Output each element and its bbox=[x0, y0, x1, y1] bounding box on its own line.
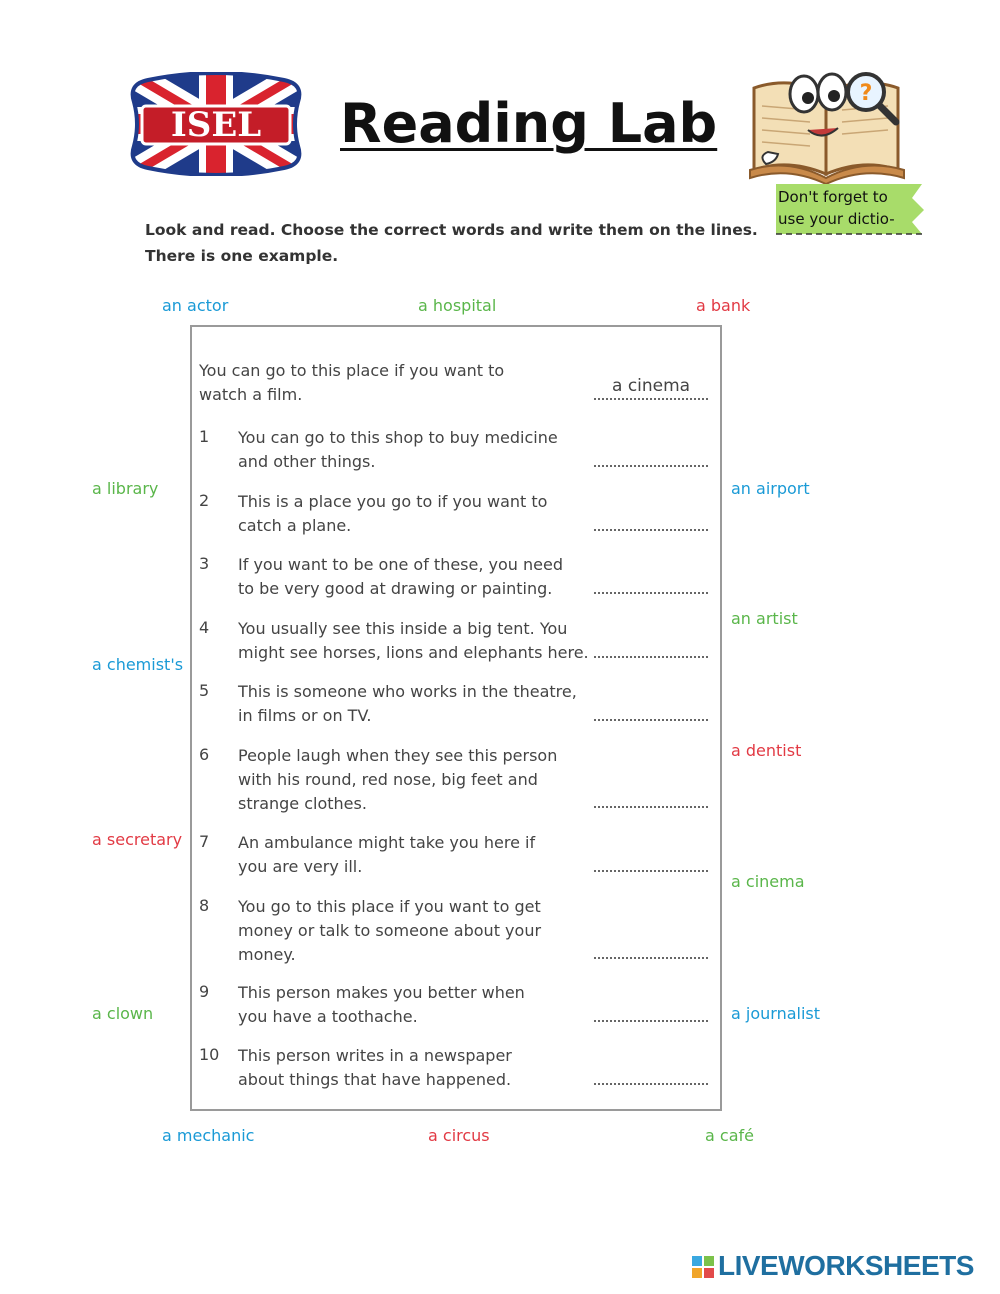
instructions-line-2: There is one example. bbox=[145, 247, 339, 265]
answer-line-7[interactable] bbox=[594, 870, 708, 872]
svg-text:?: ? bbox=[859, 81, 873, 106]
question-text bbox=[238, 553, 563, 601]
question-line: This person makes you better when bbox=[238, 983, 525, 1002]
question-line: you have a toothache. bbox=[238, 1007, 418, 1026]
word-option: a dentist bbox=[731, 741, 802, 760]
question-number: 6 bbox=[199, 745, 210, 764]
question-line: with his round, red nose, big feet and bbox=[238, 770, 538, 789]
word-option: a library bbox=[92, 479, 159, 498]
question-line: money or talk to someone about your bbox=[238, 921, 542, 940]
answer-line-1[interactable] bbox=[594, 465, 708, 467]
question-line: about things that have happened. bbox=[238, 1070, 512, 1089]
word-option: a cinema bbox=[731, 872, 805, 891]
question-line: This is a place you go to if you want to bbox=[238, 492, 548, 511]
question-text bbox=[238, 617, 589, 665]
answer-line-6[interactable] bbox=[594, 806, 708, 808]
answer-line-5[interactable] bbox=[594, 719, 708, 721]
question-number: 7 bbox=[199, 832, 210, 851]
reminder-text bbox=[778, 186, 928, 230]
example-answer: a cinema bbox=[612, 376, 691, 396]
answer-line-2[interactable] bbox=[594, 529, 708, 531]
question-text bbox=[238, 490, 547, 538]
isel-logo bbox=[128, 72, 304, 176]
question-line: to be very good at drawing or painting. bbox=[238, 579, 553, 598]
word-option: a clown bbox=[92, 1004, 154, 1023]
question-line: If you want to be one of these, you need bbox=[238, 555, 563, 574]
question-number: 2 bbox=[199, 491, 210, 510]
word-option: a mechanic bbox=[162, 1126, 255, 1145]
example-line: watch a film. bbox=[199, 385, 303, 404]
question-line: You can go to this shop to buy medicine bbox=[238, 428, 558, 447]
example-text bbox=[199, 359, 504, 407]
question-text bbox=[238, 680, 577, 728]
word-option: a bank bbox=[696, 296, 751, 315]
reminder-line-2: use your dictio- bbox=[778, 210, 895, 228]
liveworksheets-icon bbox=[692, 1256, 714, 1278]
answer-line-9[interactable] bbox=[594, 1020, 708, 1022]
question-number: 9 bbox=[199, 982, 210, 1001]
question-line: in films or on TV. bbox=[238, 706, 372, 725]
question-line: catch a plane. bbox=[238, 516, 352, 535]
page-title: Reading Lab bbox=[340, 92, 718, 155]
question-number: 8 bbox=[199, 896, 210, 915]
question-number: 4 bbox=[199, 618, 210, 637]
question-text bbox=[238, 895, 541, 967]
instructions-line-1: Look and read. Choose the correct words and write them on the lines. bbox=[145, 221, 758, 239]
question-number: 1 bbox=[199, 427, 210, 446]
question-text bbox=[238, 1044, 512, 1092]
question-line: You usually see this inside a big tent. You bbox=[238, 619, 568, 638]
example-line: You can go to this place if you want to bbox=[199, 361, 505, 380]
question-line: strange clothes. bbox=[238, 794, 367, 813]
question-number: 3 bbox=[199, 554, 210, 573]
question-line: money. bbox=[238, 945, 296, 964]
liveworksheets-brand[interactable]: LIVEWORKSHEETS bbox=[718, 1250, 974, 1281]
example-answer-line bbox=[594, 398, 708, 400]
question-text bbox=[238, 744, 557, 816]
question-text bbox=[238, 831, 535, 879]
word-option: a circus bbox=[428, 1126, 490, 1145]
word-option: a secretary bbox=[92, 830, 183, 849]
question-line: This person writes in a newspaper bbox=[238, 1046, 512, 1065]
answer-line-8[interactable] bbox=[594, 957, 708, 959]
word-option: an actor bbox=[162, 296, 229, 315]
word-option: an airport bbox=[731, 479, 810, 498]
question-line: You go to this place if you want to get bbox=[238, 897, 541, 916]
instructions bbox=[145, 217, 758, 269]
question-line: People laugh when they see this person bbox=[238, 746, 558, 765]
answer-line-3[interactable] bbox=[594, 592, 708, 594]
question-line: you are very ill. bbox=[238, 857, 363, 876]
question-line: and other things. bbox=[238, 452, 376, 471]
question-text bbox=[238, 981, 525, 1029]
question-number: 5 bbox=[199, 681, 210, 700]
book-mascot-icon bbox=[748, 58, 910, 186]
question-line: This is someone who works in the theatre, bbox=[238, 682, 577, 701]
answer-line-4[interactable] bbox=[594, 656, 708, 658]
word-option: a chemist's bbox=[92, 655, 184, 674]
question-number: 10 bbox=[199, 1045, 220, 1064]
word-option: a hospital bbox=[418, 296, 497, 315]
question-text bbox=[238, 426, 558, 474]
question-line: might see horses, lions and elephants here. bbox=[238, 643, 589, 662]
word-option: a journalist bbox=[731, 1004, 821, 1023]
reminder-line-1: Don't forget to bbox=[778, 188, 888, 206]
word-option: an artist bbox=[731, 609, 798, 628]
answer-line-10[interactable] bbox=[594, 1083, 708, 1085]
word-option: a café bbox=[705, 1126, 754, 1145]
logo-text: ISEL bbox=[170, 105, 262, 145]
question-line: An ambulance might take you here if bbox=[238, 833, 536, 852]
